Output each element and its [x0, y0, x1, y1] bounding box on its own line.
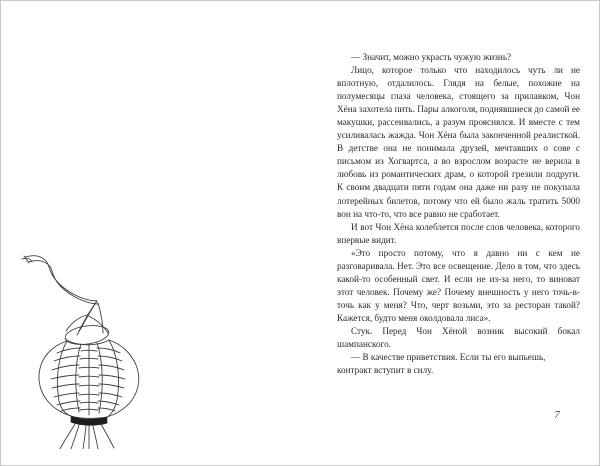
paragraph: «Это просто потому, что я давно ни с кем не разговаривала. Нет. Это все освещение. Дело в том, что здесь какой-то особенный свет. И если не из-за него, то виноват этот человек. Почему же? Почему внешность у него точь-в-точь как у меня? Что, черт возьми, это за ресторан такой? Кажется, будто меня околдовала лиса». [337, 247, 580, 323]
paragraph: — Значит, можно украсть чужую жизнь? [351, 52, 512, 62]
right-page [301, 1, 600, 465]
paragraph: Лицо, которое только что находилось чуть ли не вплотную, отдалилось. Глядя на белые, похожие на полумесяцы глаза человека, стоящего за прилавком, Чон Хёна захотела пить. Пары алкоголя, поднявшиеся до самой ее макушки, рассеивались, а разум прояснялся. И вместе с тем усиливалась жажда. Чон Хёна была законченной реалисткой. В детстве она не понимала друзей, мечтавших о сове с письмом из Хогвартса, а во взрослом возрасте не верила в любовь из романтических драм, о которой грезили подруги. К своим двадцати пяти годам она даже ни разу не покупала лотерейных билетов, потому что ей было жаль тратить 5000 вон на что-то, что все равно не сработает. [337, 65, 580, 219]
page-number: 7 [554, 409, 560, 421]
paragraph: Стук. Перед Чон Хёной возник высокий бокал шампанского. [337, 325, 580, 350]
paragraph: И вот Чон Хёна колеблется после слов человека, которого впервые видит. [337, 221, 580, 245]
hanging-paper-lantern-illustration [19, 249, 179, 449]
body-text [337, 51, 580, 377]
left-page [1, 1, 301, 465]
paragraph: — В качестве приветствия. Если ты его выпьешь, контракт вступит в силу. [337, 352, 546, 376]
